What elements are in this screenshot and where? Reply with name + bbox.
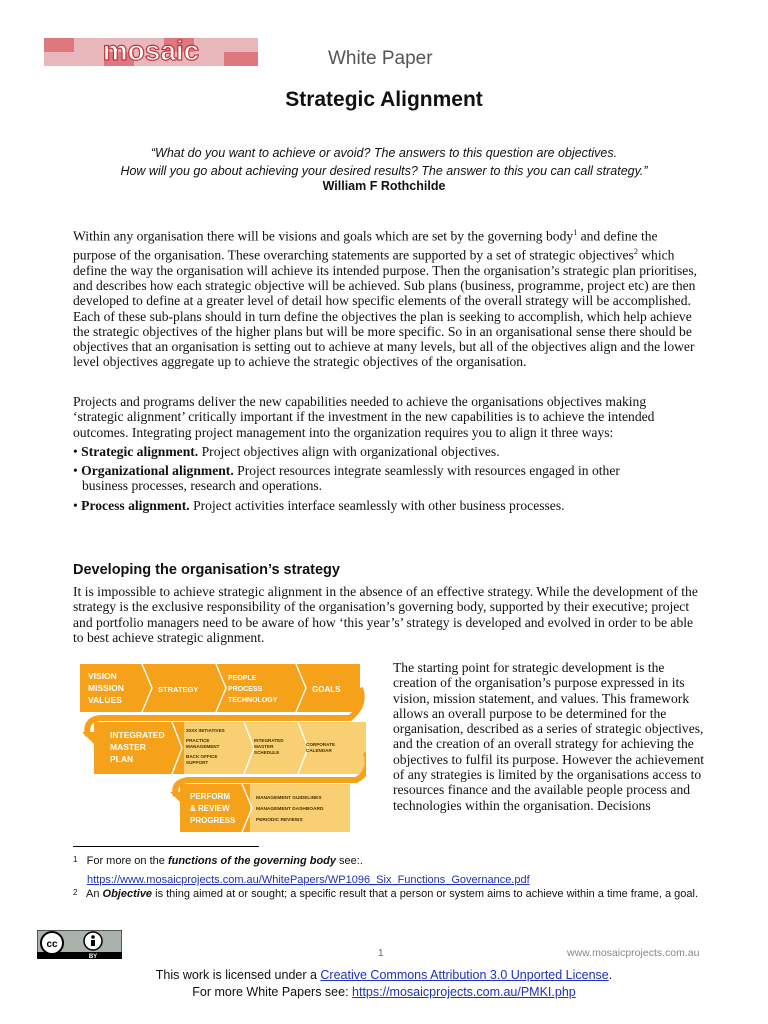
intro-paragraph: [73, 225, 698, 370]
intro-text-b: and define the purpose of the organisation. These overarching statements are supported by a set of strategic objectives: [73, 228, 658, 263]
row1-process: PROCESS: [228, 686, 263, 693]
quote-author: William F Rothchilde: [322, 179, 446, 193]
footer-site-url: www.mosaicprojects.com.au: [567, 947, 700, 959]
row1-values: VALUES: [88, 695, 122, 705]
row1-strategy: STRATEGY: [158, 685, 199, 694]
row2-backoffice: BACK OFFICE: [186, 754, 218, 759]
more-papers-text: For more White Papers see:: [192, 985, 353, 999]
quote-line-1: “What do you want to achieve or avoid? The answers to this question are objectives.: [150, 146, 618, 160]
row2-plan: PLAN: [110, 754, 134, 764]
row1-goals: GOALS: [312, 685, 341, 694]
row2-initiatives: 20XX INITIATIVES: [186, 728, 225, 733]
license-period: .: [608, 968, 613, 982]
row2-management: MANAGEMENT: [186, 744, 220, 749]
footnote-ref-1[interactable]: 1: [573, 228, 578, 237]
footnote-1-text: For more on the: [86, 855, 168, 867]
footnote-2-number: 2: [73, 888, 78, 897]
by-label: BY: [88, 954, 98, 959]
mosaic-logo: [44, 38, 258, 66]
bullet-mark: •: [73, 463, 82, 479]
row3-guidelines: MANAGEMENT GUIDELINES: [256, 796, 322, 801]
page-number: 1: [378, 948, 384, 959]
footnote-2-text-post: is thing aimed at or sought; a specific result that a person or system aims to achieve within a time frame, a goal.: [152, 888, 699, 900]
cc-icon-text: cc: [46, 939, 58, 950]
row1-mission: MISSION: [88, 683, 124, 693]
license-link[interactable]: Creative Commons Attribution 3.0 Unported License: [320, 968, 609, 982]
row3-review: & REVIEW: [190, 804, 230, 813]
footnote-1-emphasis: functions of the governing body: [167, 855, 336, 867]
row2-calendar: CALENDAR: [306, 748, 332, 753]
logo-text: mosaic: [102, 38, 200, 66]
bullet-organizational: [73, 463, 698, 478]
bullet-process: [73, 498, 698, 513]
bullet-term: Strategic alignment.: [81, 443, 199, 459]
creative-commons-badge[interactable]: [37, 930, 122, 959]
bullet-organizational-cont: business processes, research and operations.: [82, 478, 323, 494]
row2-master: MASTER: [110, 742, 146, 752]
alignment-paragraph: [73, 394, 698, 513]
strategy-development-paragraph: The starting point for strategic development is the creation of the organisation’s purpose expressed in its vision, mission statement, and values. This framework allows an overall purpose to be determined for the organisation, described as a series of strategic objectives, and the creation of an overall strategy for achieving the objectives to fulfil its purpose. However the achievement of any strategies is limited by the organisations access to resources finance and the available people process and technologies within the organisation. Decisions: [393, 660, 705, 813]
row3-dashboard: MANAGEMENT DASHBOARD: [256, 807, 324, 812]
section-heading: Developing the organisation’s strategy: [73, 562, 340, 578]
pmki-link[interactable]: https://mosaicprojects.com.au/PMKI.php: [352, 985, 576, 999]
footnote-2: [73, 887, 713, 901]
bullet-text: Project resources integrate seamlessly with resources engaged in other: [233, 463, 620, 479]
row3-perform: PERFORM: [190, 792, 230, 801]
row1-vision: VISION: [88, 671, 117, 681]
page-title: Strategic Alignment: [285, 88, 483, 111]
strategy-diagram: [80, 660, 366, 832]
footnote-1-text-post: see:.: [336, 855, 363, 867]
footnote-divider: [73, 846, 259, 847]
bullet-mark: •: [73, 443, 82, 459]
license-text: This work is licensed under a: [155, 968, 321, 982]
intro-text-c: which define the way the organisation will achieve its intended purpose. Then the organisation’s strategic plan prioritises, and describes how each strategic objective will be achieved. Sub plans (business, programme, project etc) are then developed to define at a greater level of detail how specific elements of the overall strategy will be accomplished. Each of these sub-plans should in turn define the objectives the plan is seeking to accomplish, which help achieve the strategic objectives of the higher plans but will be more specific. So in an organisational sense there should be objectives that an organisation is setting out to achieve at many levels, but all of the objectives align and the lower level objectives aggregate up to achieve the strategic objectives of the organisation.: [73, 247, 698, 370]
row2-corporate: CORPORATE: [306, 742, 336, 747]
row3-reviews: PERIODIC REVIEWS: [256, 818, 303, 823]
bullet-strategic: [73, 444, 698, 459]
row2-support: SUPPORT: [186, 760, 209, 765]
bullet-text: Project objectives align with organizational objectives.: [198, 443, 500, 459]
bullet-mark: •: [73, 497, 82, 513]
footnote-1-number: 1: [73, 855, 78, 864]
quote-line-2: How will you go about achieving your desired results? The answer to this you can call strategy.”: [120, 164, 648, 178]
document-type-label: White Paper: [328, 48, 433, 69]
row3-progress: PROGRESS: [190, 816, 236, 825]
alignment-intro: Projects and programs deliver the new capabilities needed to achieve the organisations objectives making ‘strategic alignment’ critically important if the investment in the new capabilities is to achieve the intended outcomes. Integrating project management into the organization requires you to align it three ways:: [73, 394, 655, 440]
bullet-term: Organizational alignment.: [81, 463, 234, 479]
intro-text-a: Within any organisation there will be visions and goals which are set by the governing body: [73, 228, 574, 244]
row1-technology: TECHNOLOGY: [228, 697, 278, 704]
epigraph-quote: [60, 144, 708, 180]
license-notice: [0, 967, 768, 1001]
row1-people: PEOPLE: [228, 675, 257, 682]
row2-schedule: SCHEDULE: [254, 750, 280, 755]
bullet-term: Process alignment.: [81, 497, 190, 513]
row2-practice: PRACTICE: [186, 738, 210, 743]
footnote-2-text: An: [86, 888, 103, 900]
row2-integrated-2: INTEGRATED: [254, 738, 284, 743]
row2-integrated: INTEGRATED: [110, 730, 165, 740]
bullet-text: Project activities interface seamlessly with other business processes.: [189, 497, 565, 513]
footnote-ref-2[interactable]: 2: [633, 246, 638, 256]
row2-master-2: MASTER: [254, 744, 274, 749]
footnote-2-emphasis: Objective: [102, 888, 153, 900]
strategy-paragraph: It is impossible to achieve strategic alignment in the absence of an effective strategy. While the development of the strategy is the exclusive responsibility of the organisation’s governing body, supported by their executive; project and portfolio managers need to be aware of how ‘this year’s’ strategy is developed and evolved in order to be able to best achieve strategic alignment.: [73, 584, 698, 645]
footnote-1: [73, 854, 713, 887]
footnote-1-link[interactable]: https://www.mosaicprojects.com.au/WhitePapers/WP1096_Six_Functions_Governance.pdf: [87, 874, 530, 886]
